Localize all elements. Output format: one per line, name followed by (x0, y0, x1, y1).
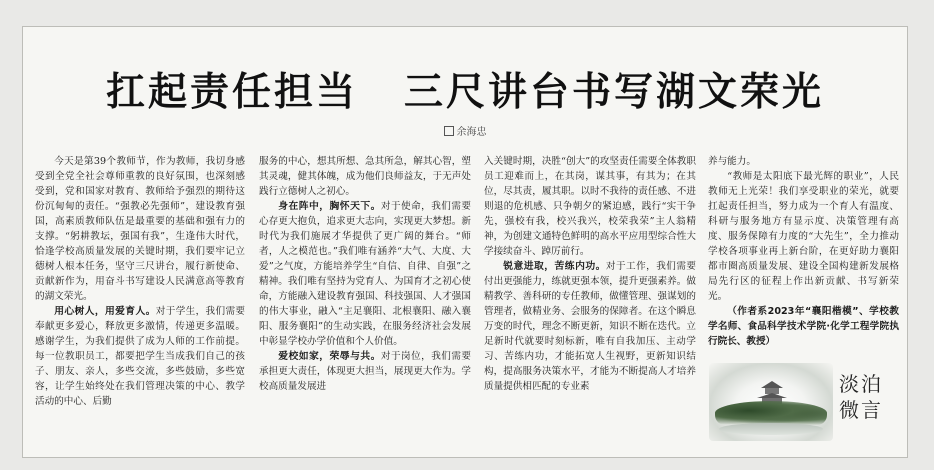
paragraph (259, 199, 471, 349)
paragraph-text: 对于岗位，我们需要承担更大责任，体现更大担当，展现更大作为。学校高质量发展进 (259, 351, 471, 392)
paragraph (259, 349, 471, 394)
trees-illustration (715, 401, 827, 425)
paragraph-text: 对于学生，我们需要奉献更多爱心，释放更多激情，传递更多温暖。感谢学生，为我们提供了成为人师的工作前提。每一位教职员工，都要把学生当成我们自己的孩子、朋友、亲人，多些交流，多些鼓励，多些宽容，让学生始终处在我们管理决策的中心、教学活动的中心、后勤 (35, 306, 245, 407)
subheading: 锐意进取，苦练内功。 (503, 261, 606, 272)
byline-box-icon (444, 126, 454, 136)
headline-part-1: 扛起责任担当 (105, 70, 358, 115)
paragraph: 服务的中心，想其所想、急其所急，解其心智，塑其灵魂，健其体魄，成为他们良师益友，于无声处践行立德树人之初心。 (259, 156, 471, 197)
caption-line-2: 微言 (839, 398, 883, 422)
author-note: （作者系2023年“襄阳楷模”、学校教学名师、食品科学技术学院·化学工程学院执行院长、教授） (708, 306, 899, 347)
column-caption (839, 371, 883, 423)
paragraph: 养与能力。 (708, 156, 756, 167)
caption-line-1: 淡泊 (839, 372, 883, 396)
article-headline (23, 61, 907, 117)
subheading: 身在阵中，胸怀天下。 (278, 201, 381, 212)
paragraph-text: 对于工作，我们需要付出更强能力，练就更强本领，提升更强素养。做精教学、善科研的专任教师，做懂管理、强谋划的管理者，做精业务、会服务的保障者。在这个瞬息万变的时代，理念不断更新，知识不断在迭代。立足新时代就要时刻标新，唯有自我加压、主动学习、苦练内功，才能拓宽人生视野，更新知识结构，提高服务决策水平，才能为不断提高人才培养质量提供相匹配的专业素 (484, 261, 696, 392)
headline-part-2: 三尺讲台书写湖文荣光 (404, 70, 825, 115)
paragraph: 入关键时期，决胜“创大”的攻坚责任需要全体教职员工迎难而上，在其岗，谋其事，有其为；在其位，尽其责，履其职。以时不我待的责任感、不进则退的危机感、只争朝夕的紧迫感，践行“实干争先，强校有我，校兴我兴，校荣我荣”主人翁精神，为创建文通特色鲜明的高水平应用型综合性大学接续奋斗、踔厉前行。 (484, 156, 696, 257)
author-name: 余海忠 (456, 127, 487, 138)
landscape-illustration (709, 363, 833, 441)
byline (23, 123, 907, 138)
text-column-3 (484, 154, 696, 454)
text-column-2 (259, 154, 471, 454)
subheading: 爱校如家，荣辱与共。 (278, 351, 381, 362)
paragraph (35, 304, 245, 409)
pagoda-icon (761, 381, 783, 403)
paragraph: “教师是太阳底下最光辉的职业”，人民教师无上光荣！我们享受职业的荣光，就要扛起责任担当，努力成为一个育人有温度、科研与服务地方有显示度、决策管理有高度、服务保障有力度的“大先生”，全力推动学校各项事业再上新台阶，在更好助力襄阳都市圈高质量发展、建设全国构建新发展格局先行区的征程上作出新贡献、书写新荣光。 (708, 171, 899, 302)
paragraph-text: 对于使命，我们需要心存更大抱负，追求更大志向，实现更大梦想。新时代为我们施展才华提供了更广阔的舞台。“师者，人之模范也。”我们唯有涵养“大气、大度、大爱”之气度，方能培养学生“自信、自律、自强”之精神。我们唯有坚持为党育人、为国育才之初心使命，方能融入建设教育强国、科技强国、人才强国的伟大事业，融入“主足襄阳、北根襄阳、融入襄阳、服务襄阳”的生动实践，在服务经济社会发展中彰显学校办学价值和个人价值。 (259, 201, 471, 347)
subheading: 用心树人，用爱育人。 (54, 306, 156, 317)
paragraph (484, 259, 696, 394)
water-illustration (719, 423, 823, 435)
text-column-1 (35, 154, 245, 454)
newspaper-page (22, 26, 908, 458)
column-logo (709, 363, 885, 441)
paragraph: 今天是第39个教师节，作为教师，我切身感受到全党全社会尊师重教的良好氛围，也深刻感受到，党和国家对教育、教师给予强烈的期待这份沉甸甸的责任。“强教必先强师”，建设教育强国，高素质教师队伍是最重要的基础和强有力的支撑。“躬耕教坛，强国有我”，生逢伟大时代，恰逢学校高质量发展的关键时期，我们要牢记立德树人根本任务，坚守三尺讲台，履行新使命、贡献新作为，用奋斗书写建设人民满意高等教育的湖文荣光。 (35, 156, 245, 302)
